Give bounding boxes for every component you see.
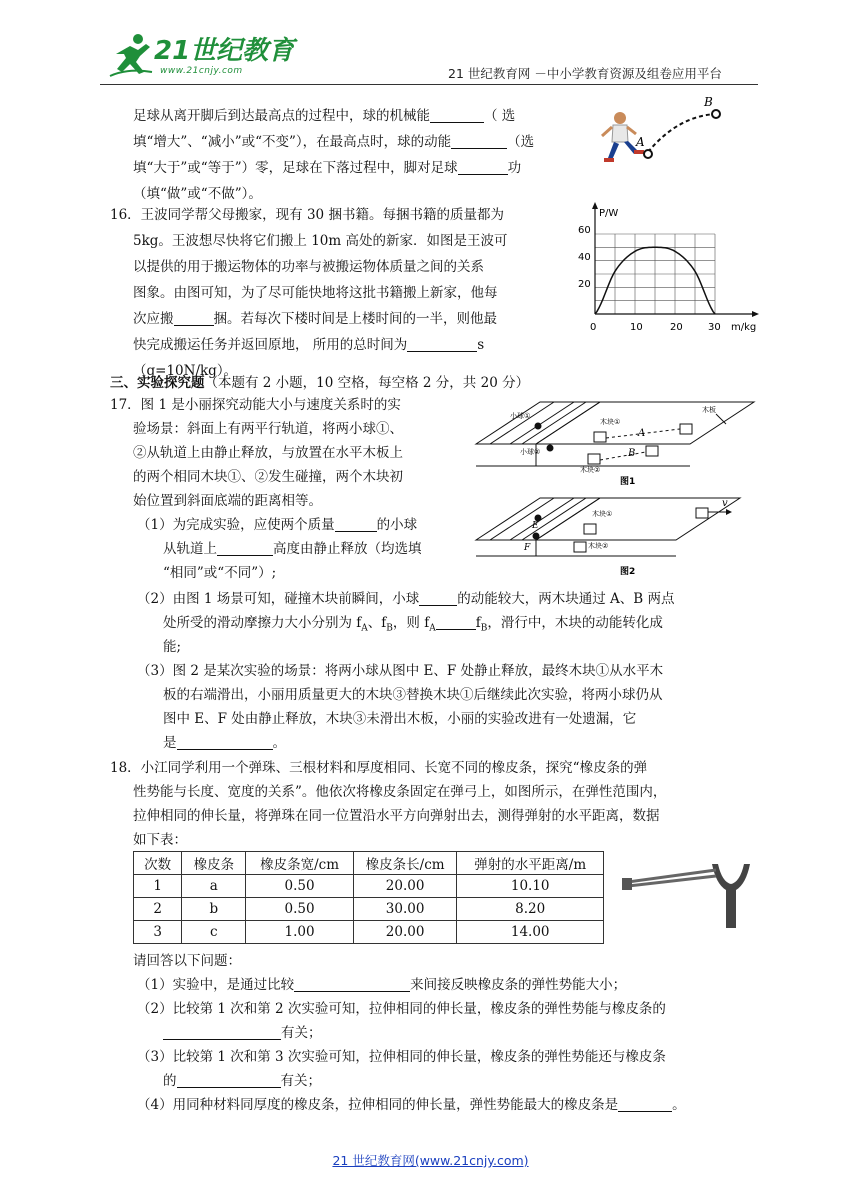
q18-blank3[interactable]: [177, 1073, 281, 1088]
y-tick-60: 60: [578, 225, 591, 236]
q17-p3-line2: 板的右端滑出，小丽用质量更大的木块③替换木块①后继续此次实验，将两小球仍从: [163, 687, 663, 703]
figure-2: [470, 494, 760, 580]
table-header-cell: 橡皮条: [182, 852, 246, 875]
table-row: 2 b 0.50 30.00 8.20: [134, 898, 604, 921]
svg-text:小球②: 小球②: [520, 448, 541, 456]
footer-link[interactable]: 21 世纪教育网(www.21cnjy.com): [332, 1153, 529, 1168]
slingshot-figure: [616, 856, 756, 934]
q18-blank2[interactable]: [163, 1025, 281, 1040]
q18-data-table: [133, 851, 604, 944]
logo: [108, 30, 308, 80]
figure-2-caption: 图2: [620, 567, 636, 577]
q17-line5: 始位置到斜面底端的距离相等。: [133, 493, 322, 509]
q16-blank2[interactable]: [407, 337, 477, 352]
x-tick-20: 20: [670, 322, 683, 333]
q15-line3: 填“大于”或“等于”）零，足球在下落过程中，脚对足球 功: [133, 160, 522, 176]
q18-answer-intro: 请回答以下问题：: [133, 953, 241, 969]
block-2-icon: [588, 454, 600, 464]
table-row: 3 c 1.00 20.00 14.00: [134, 921, 604, 944]
svg-text:A: A: [638, 428, 646, 439]
ball-1-icon: [535, 423, 542, 430]
header-right-text: 21 世纪教育网 －中小学教育资源及组卷应用平台: [448, 66, 722, 81]
q16-blank1[interactable]: [174, 311, 214, 326]
q18-a1: （1）实验中，是通过比较 来间接反映橡皮条的弹性势能大小；: [137, 977, 627, 993]
q18-line4: 如下表：: [133, 832, 187, 848]
q18-blank4[interactable]: [618, 1097, 672, 1112]
x-tick-30: 30: [708, 322, 721, 333]
fig-label-b: B: [704, 95, 713, 109]
q17-line3: ②从轨道上由静止释放，与放置在水平木板上: [133, 445, 403, 461]
q18-blank1[interactable]: [294, 977, 410, 992]
header: [0, 0, 861, 90]
fig-label-a: A: [636, 135, 645, 149]
q15-blank1[interactable]: [430, 108, 484, 123]
q15-line2: 填“增大”、“减小”或“不变”），在最高点时，球的动能 （选: [133, 134, 535, 150]
q17-p3-line3: 图中 E、F 处由静止释放，木块③未滑出木板，小丽的实验改进有一处遗漏，它: [163, 711, 637, 727]
svg-text:小球①: 小球①: [510, 412, 531, 420]
q16-line1: 16．王波同学帮父母搬家，现有 30 捆书籍。每捆书籍的质量都为: [110, 207, 504, 223]
x-tick-10: 10: [630, 322, 643, 333]
logo-sub-text: www.21cnjy.com: [160, 66, 243, 76]
board-2: [536, 498, 740, 540]
section-3-note: （本题有 2 小题，10 空格，每空格 2 分，共 20 分）: [204, 375, 530, 391]
chart-y-label: P/W: [599, 208, 619, 219]
q16-line6: 快完成搬运任务并返回原地， 所用的总时间为 s: [133, 337, 485, 353]
q18-line3: 拉伸相同的伸长量，将弹珠在同一位置沿水平方向弹射出去，测得弹射的水平距离，数据: [133, 808, 660, 824]
svg-text:木块②: 木块②: [580, 466, 601, 474]
table-row: 1 a 0.50 20.00 10.10: [134, 875, 604, 898]
q17-line1: 17．图 1 是小丽探究动能大小与速度关系时的实: [110, 397, 401, 413]
q15-line4: （填“做”或“不做”）。: [133, 186, 262, 202]
section-3-heading: [110, 373, 529, 393]
figure-1-caption: 图1: [620, 477, 636, 487]
figure-1: [470, 398, 760, 490]
q18-a3-line2: 的 有关；: [163, 1073, 321, 1089]
q17-p3-line4: 是 。: [163, 735, 286, 751]
q18-a2-line2: 有关；: [163, 1023, 322, 1043]
svg-text:木块①: 木块①: [600, 418, 621, 426]
q16-line5: 次应搬 捆。若每次下楼时间是上楼时间的一半，则他最: [133, 311, 497, 327]
ball-2-icon: [547, 445, 554, 452]
chart-x-label: m/kg: [731, 322, 757, 333]
q18-a3-line1: （3）比较第 1 次和第 3 次实验可知，拉伸相同的伸长量，橡皮条的弹性势能还与橡皮条: [137, 1049, 666, 1065]
y-tick-40: 40: [578, 252, 591, 263]
slingshot-icon: [712, 864, 750, 928]
x-tick-0: 0: [590, 322, 597, 333]
q16-line4: 图象。由图可知，为了尽可能快地将这批书籍搬上新家，他每: [133, 285, 498, 301]
footer: [0, 1150, 861, 1169]
section-3-title: 三、实验探究题: [110, 375, 205, 391]
q15-blank2[interactable]: [451, 134, 507, 149]
q17-p1-line1: （1）为完成实验，应使两个质量 的小球: [137, 517, 418, 533]
svg-text:E: E: [532, 521, 539, 531]
svg-text:木板: 木板: [702, 406, 716, 414]
power-mass-chart: [575, 196, 765, 336]
table-header-cell: 次数: [134, 852, 182, 875]
q18-a2-line1: （2）比较第 1 次和第 2 次实验可知，拉伸相同的伸长量，橡皮条的弹性势能与橡皮条的: [137, 1001, 666, 1017]
block-1-icon: [594, 432, 606, 442]
q15-blank3[interactable]: [458, 160, 508, 175]
q16-line2: 5kg。王波想尽快将它们搬上 10m 高处的新家．如图是王波可: [133, 233, 508, 249]
table-header-cell: 橡皮条宽/cm: [246, 852, 354, 875]
svg-text:F: F: [524, 543, 531, 553]
table-header-cell: 橡皮条长/cm: [353, 852, 457, 875]
runner-logo-icon: [108, 32, 154, 78]
q18-line2: 性势能与长度、宽度的关系”。他依次将橡皮条固定在弹弓上，如图所示，在弹性范围内，: [133, 784, 667, 800]
q17-p2-line3: 能;: [163, 639, 182, 655]
soccer-kick-figure: [598, 94, 738, 180]
y-axis-arrow: [592, 202, 598, 209]
q17-p1-line2: 从轨道上 高度由静止释放（均选填: [163, 541, 422, 557]
y-tick-20: 20: [578, 279, 591, 290]
q17-blank4[interactable]: [436, 615, 476, 630]
q16-line7: （g=10N/kg）。: [133, 363, 238, 379]
table-header-cell: 弹射的水平距离/m: [457, 852, 604, 875]
logo-main-text: 21世纪教育: [154, 36, 295, 66]
svg-text:v: v: [722, 498, 728, 509]
q17-p2-line1: （2）由图 1 场景可知，碰撞木块前瞬间，小球 的动能较大，两木块通过 A、B 两点: [137, 591, 675, 607]
svg-text:木块②: 木块②: [588, 542, 609, 550]
table-header-row: [134, 852, 604, 875]
q17-blank3[interactable]: [419, 591, 457, 606]
q17-blank5[interactable]: [177, 735, 273, 750]
q18-line1: 18．小江同学利用一个弹珠、三根材料和厚度相同、长宽不同的橡皮条，探究“橡皮条的弹: [110, 760, 648, 776]
q16-line3: 以提供的用于搬运物体的功率与被搬运物体质量之间的关系: [133, 259, 484, 275]
q17-blank2[interactable]: [217, 541, 273, 556]
q17-line2: 验场景：斜面上有两平行轨道，将两小球①、: [133, 421, 403, 437]
q17-p1-line3: “相同”或“不同”）;: [163, 565, 277, 581]
x-axis-arrow: [752, 311, 759, 317]
q17-blank1[interactable]: [335, 517, 377, 532]
svg-text:木块①: 木块①: [592, 510, 613, 518]
q15-line1: 足球从离开脚后到达最高点的过程中，球的机械能 （ 选: [133, 108, 516, 124]
svg-text:B: B: [628, 448, 636, 459]
header-divider: [100, 84, 758, 85]
q17-p3-line1: （3）图 2 是某次实验的场景：将两小球从图中 E、F 处静止释放，最终木块①从水平木: [137, 663, 664, 679]
q17-line4: 的两个相同木块①、②发生碰撞，两个木块初: [133, 469, 403, 485]
q17-p2-line2: 处所受的滑动摩擦力大小分别为 $f_A$、$f_B$，则 $f_A$ $f_B$，滑行中，木块的动能转化成: [163, 615, 663, 634]
q18-a4: （4）用同种材料同厚度的橡皮条，拉伸相同的伸长量，弹性势能最大的橡皮条是 。: [137, 1097, 686, 1113]
